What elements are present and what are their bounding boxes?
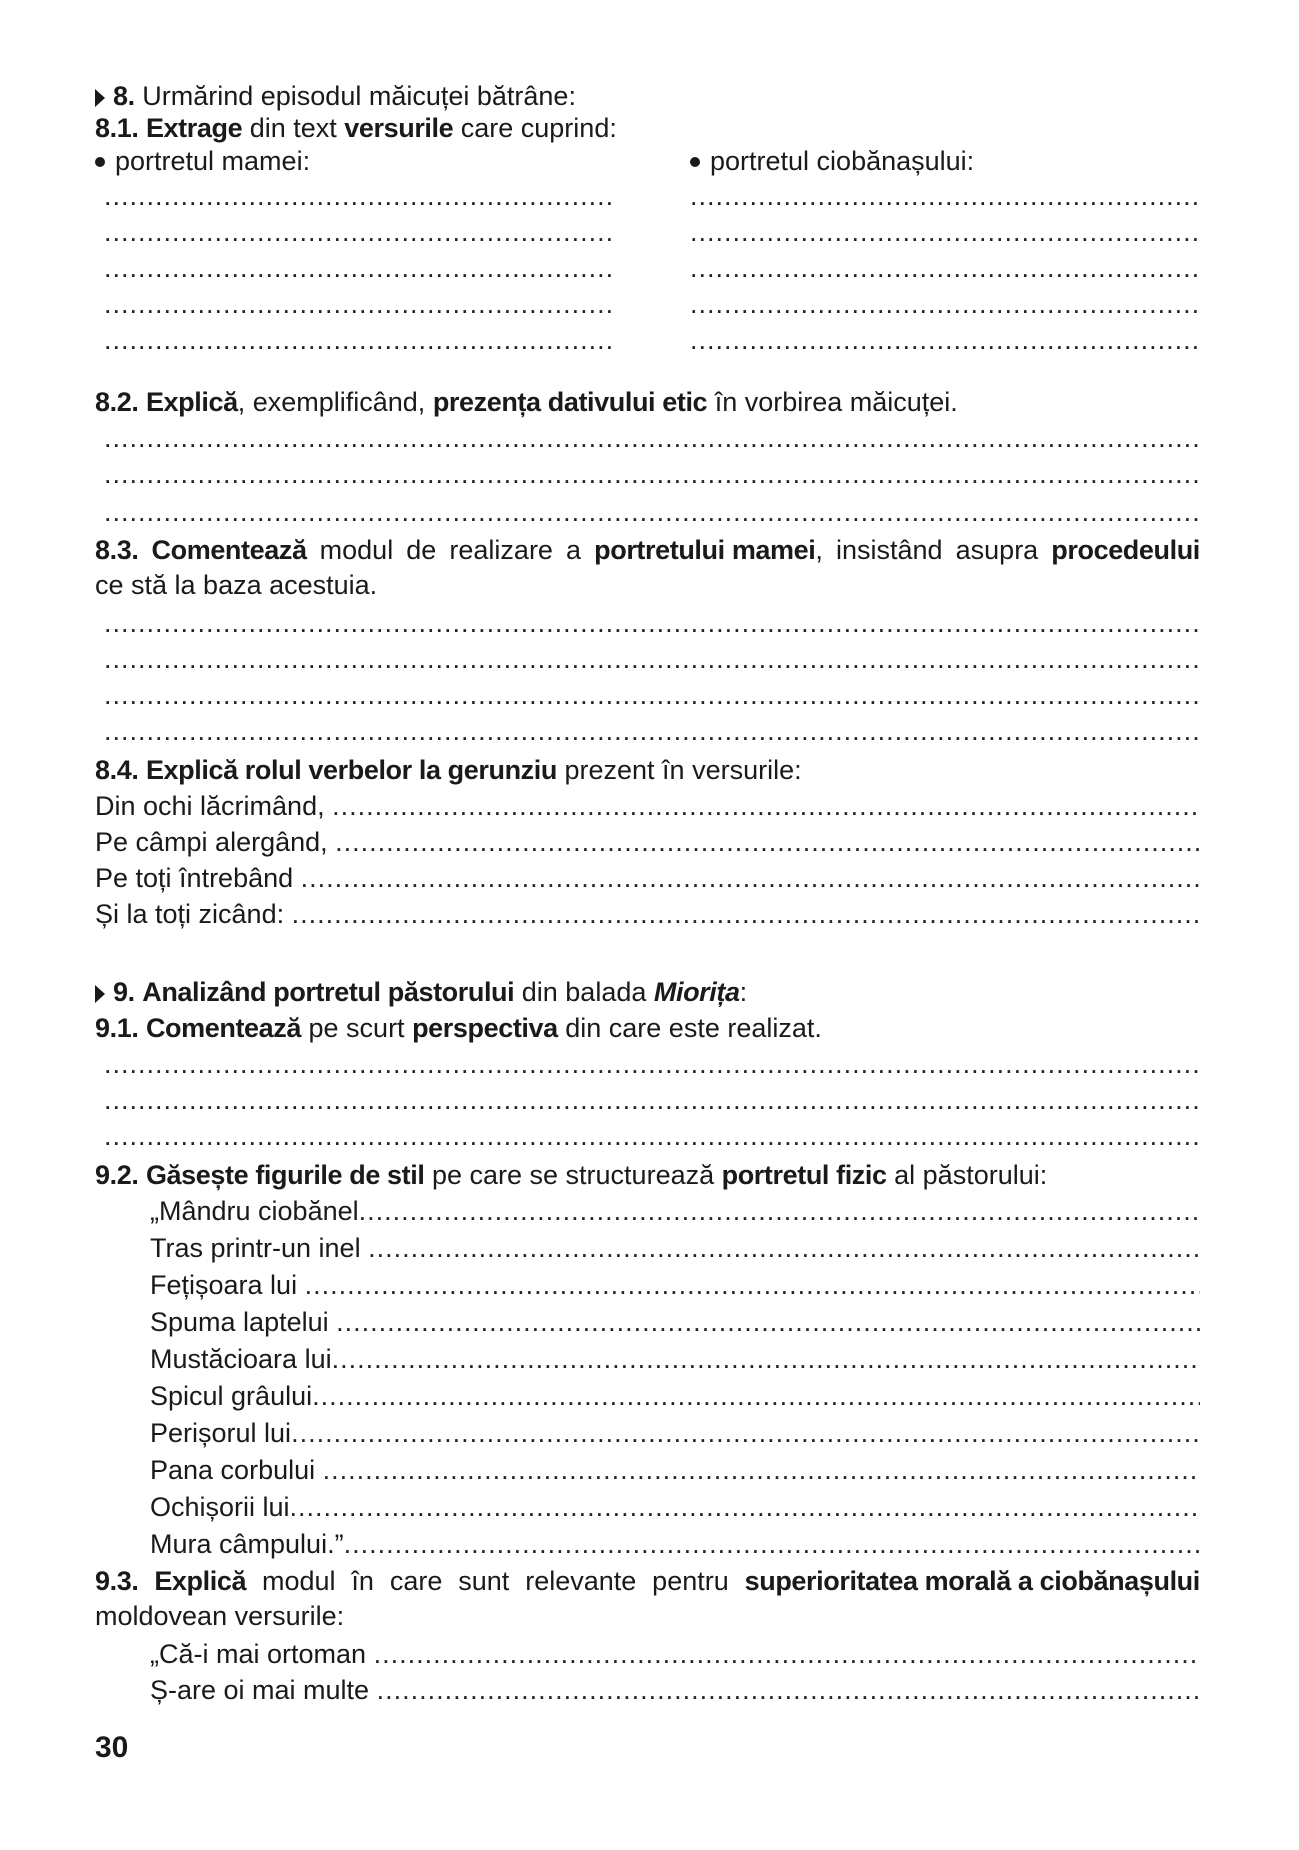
verse-answer-line[interactable]: Din ochi lăcrimând, .....	[95, 788, 1200, 824]
verse-answer-line[interactable]: Și la toți zicând: .....	[95, 896, 1200, 932]
mother-portrait-label: portretul mamei:	[95, 143, 620, 179]
question-9-1: 9.1. Comentează pe scurt perspectiva din care este realizat.	[95, 1013, 822, 1043]
answer-line[interactable]	[104, 322, 616, 358]
verse-answer-line[interactable]: Ș-are oi mai multe .....	[150, 1672, 1200, 1708]
answer-line[interactable]	[104, 286, 616, 322]
verse-answer-line[interactable]: „Mândru ciobănel .....	[150, 1193, 1200, 1229]
answer-line[interactable]	[690, 214, 1200, 250]
answer-line[interactable]	[104, 713, 1200, 749]
question-9-3-continued: moldovean versurile:	[95, 1601, 345, 1631]
verse-answer-line[interactable]: Perișorul lui .....	[150, 1415, 1200, 1451]
question-8-1: 8.1. Extrage din text versurile care cuprind:	[95, 113, 617, 143]
verse-answer-line[interactable]: „Că-i mai ortoman .....	[150, 1636, 1200, 1672]
question-8-2: 8.2. Explică, exemplificând, prezența dativului etic în vorbirea măicuței.	[95, 387, 958, 417]
answer-line[interactable]	[104, 178, 616, 214]
answer-line[interactable]	[104, 1046, 1200, 1082]
question-9-2: 9.2. Găsește figurile de stil pe care se structurează portretul fizic al păstorului:	[95, 1160, 1048, 1190]
answer-line[interactable]	[104, 420, 1200, 456]
question-8-heading: 8. Urmărind episodul măicuței bătrâne:	[95, 78, 1200, 114]
bullet-icon	[690, 157, 700, 167]
answer-line[interactable]	[104, 1118, 1200, 1154]
question-9-3: 9.3. Explică modul în care sunt relevante pentru superioritatea morală a ciobănașului	[95, 1566, 1200, 1596]
answer-line[interactable]	[104, 250, 616, 286]
question-8-4: 8.4. Explică rolul verbelor la gerunziu prezent în versurile:	[95, 755, 802, 785]
question-8-3: 8.3. Comentează modul de realizare a portretului mamei, insistând asupra procedeului	[95, 535, 1200, 565]
verse-answer-line[interactable]: Spicul grâului .....	[150, 1378, 1200, 1414]
answer-line[interactable]	[104, 605, 1200, 641]
answer-line[interactable]	[104, 214, 616, 250]
verse-answer-line[interactable]: Pe toți întrebând .....	[95, 860, 1200, 896]
triangle-marker-icon	[95, 985, 105, 1003]
verse-answer-line[interactable]: Pe câmpi alergând, .....	[95, 824, 1200, 860]
answer-line[interactable]	[690, 250, 1200, 286]
question-8-3-continued: ce stă la baza acestuia.	[95, 570, 378, 600]
verse-answer-line[interactable]: Mura câmpului.” .....	[150, 1526, 1200, 1562]
triangle-marker-icon	[95, 89, 105, 107]
answer-line[interactable]	[104, 494, 1200, 530]
verse-answer-line[interactable]: Spuma laptelui .....	[150, 1304, 1200, 1340]
answer-line[interactable]	[690, 322, 1200, 358]
answer-line[interactable]	[104, 641, 1200, 677]
question-9-heading: 9. Analizând portretul păstorului din balada Miorița:	[95, 974, 1200, 1010]
page-number: 30	[95, 1731, 129, 1764]
verse-answer-line[interactable]: Fețișoara lui .....	[150, 1267, 1200, 1303]
verse-answer-line[interactable]: Mustăcioara lui .....	[150, 1341, 1200, 1377]
answer-line[interactable]	[104, 1082, 1200, 1118]
answer-line[interactable]	[690, 178, 1200, 214]
answer-line[interactable]	[690, 286, 1200, 322]
verse-answer-line[interactable]: Tras printr-un inel .....	[150, 1230, 1200, 1266]
shepherd-portrait-label: portretul ciobănașului:	[690, 143, 1200, 179]
answer-line[interactable]	[104, 677, 1200, 713]
bullet-icon	[95, 157, 105, 167]
verse-answer-line[interactable]: Ochișorii lui .....	[150, 1489, 1200, 1525]
verse-answer-line[interactable]: Pana corbului .....	[150, 1452, 1200, 1488]
answer-line[interactable]	[104, 456, 1200, 492]
